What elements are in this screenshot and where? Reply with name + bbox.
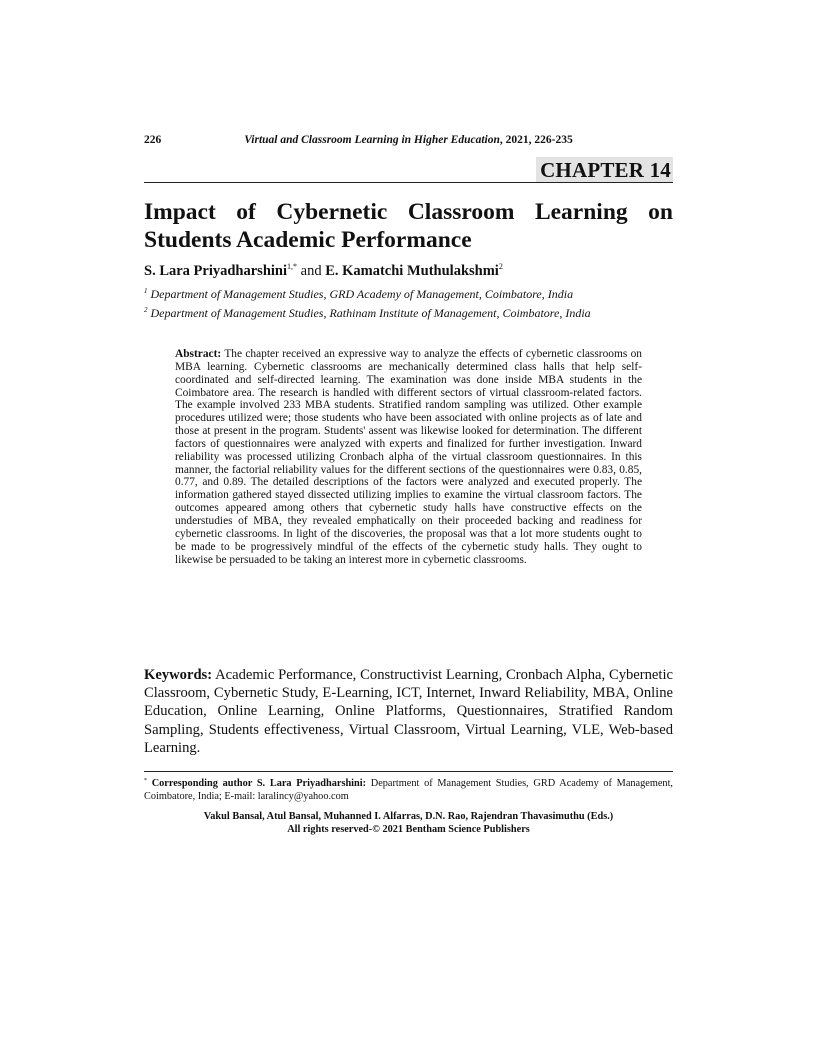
rights-line: All rights reserved-© 2021 Bentham Science Publishers (287, 823, 530, 835)
keywords-text: Academic Performance, Constructivist Learning, Cronbach Alpha, Cybernetic Classroom, Cybernetic Study, E-Learning, ICT, Internet, Inward Reliability, MBA, Online Education, Online Learning, Online Platforms, Questionnaires, Stratified Random Sampling, Students effectiveness, Virtual Classroom, Virtual Learning, VLE, Web-based Learning. (144, 667, 673, 756)
affiliation-1-marker: 1 (144, 287, 148, 295)
footnote-text: Department of Management Studies, GRD Academy of Management, Coimbatore, India; E-mail: laralincy@yahoo.com (144, 778, 674, 802)
abstract-label: Abstract: (175, 348, 222, 360)
editors-line: Vakul Bansal, Atul Bansal, Muhanned I. Alfarras, D.N. Rao, Rajendran Thavasimuthu (Eds.) (203, 811, 614, 822)
affiliation-2 (144, 306, 591, 321)
affiliation-2-text: Department of Management Studies, Rathinam Institute of Management, Coimbatore, India (147, 306, 591, 320)
author-list (144, 262, 503, 280)
chapter-title (144, 198, 673, 254)
footnote-marker: * (144, 778, 147, 784)
journal-citation (144, 134, 673, 146)
chapter-banner (536, 157, 673, 183)
affiliation-1 (144, 287, 573, 302)
footnote-label: Corresponding author S. Lara Priyadharshini: (147, 778, 367, 789)
author-1: S. Lara Priyadharshini (144, 263, 288, 279)
journal-year-pages: , 2021, 226-235 (499, 134, 573, 146)
chapter-title-line-2: Students Academic Performance (144, 227, 472, 253)
page-number: 226 (144, 134, 162, 146)
abstract (175, 348, 642, 566)
footnote-rule (144, 771, 673, 772)
publication-info (144, 811, 673, 836)
keywords-label: Keywords: (144, 667, 213, 683)
author-1-marker: 1,* (287, 262, 298, 271)
header-rule (144, 182, 673, 183)
chapter-label: CHAPTER 14 (536, 157, 673, 183)
abstract-text: The chapter received an expressive way to analyze the effects of cybernetic classrooms on MBA learning. Cybernetic classrooms are mechanically determined class halls that help self-coordinated and self-directed learning. The examination was done inside MBA students in the Coimbatore area. The research is handled with different sectors of virtual classroom-related factors. The example involved 233 MBA students. Stratified random sampling was utilized. Other example procedures utilized were; those students who have been associated with online projects as of late and those at present in the program. Students' assent was likewise looked for determination. The different factors of questionnaires were analyzed with experts and finalized for further investigation. Inward reliability was processed utilizing Cronbach alpha of the virtual classroom questionnaires. In this manner, the factorial reliability values for the different sections of the questionnaires were 0.83, 0.85, 0.77, and 0.89. The detailed descriptions of the factors were analyzed and executed properly. The information gathered stayed dissected utilizing implies to examine the virtual classroom factors. The outcomes appeared among others that cybernetic study halls have constructive effects on the understudies of MBA, they revealed emphatically on their proceeded backing and readiness for cybernetic classrooms. In light of the discoveries, the proposal was that a lot more students ought to be made to be progressively mindful of the effects of the cybernetic study halls. They ought to likewise be persuaded to be taking an interest more in cybernetic classrooms. (175, 348, 642, 566)
keywords (144, 666, 673, 757)
chapter-title-line-1: Impact of Cybernetic Classroom Learning on (144, 199, 673, 225)
journal-title: Virtual and Classroom Learning in Higher Education (244, 134, 500, 146)
author-2: E. Kamatchi Muthulakshmi (325, 263, 499, 279)
running-head (144, 134, 673, 150)
corresponding-author-footnote (144, 775, 673, 803)
affiliation-2-marker: 2 (144, 306, 148, 314)
author-2-marker: 2 (498, 262, 503, 271)
affiliation-1-text: Department of Management Studies, GRD Academy of Management, Coimbatore, India (147, 287, 574, 301)
author-connector: and (297, 263, 326, 279)
